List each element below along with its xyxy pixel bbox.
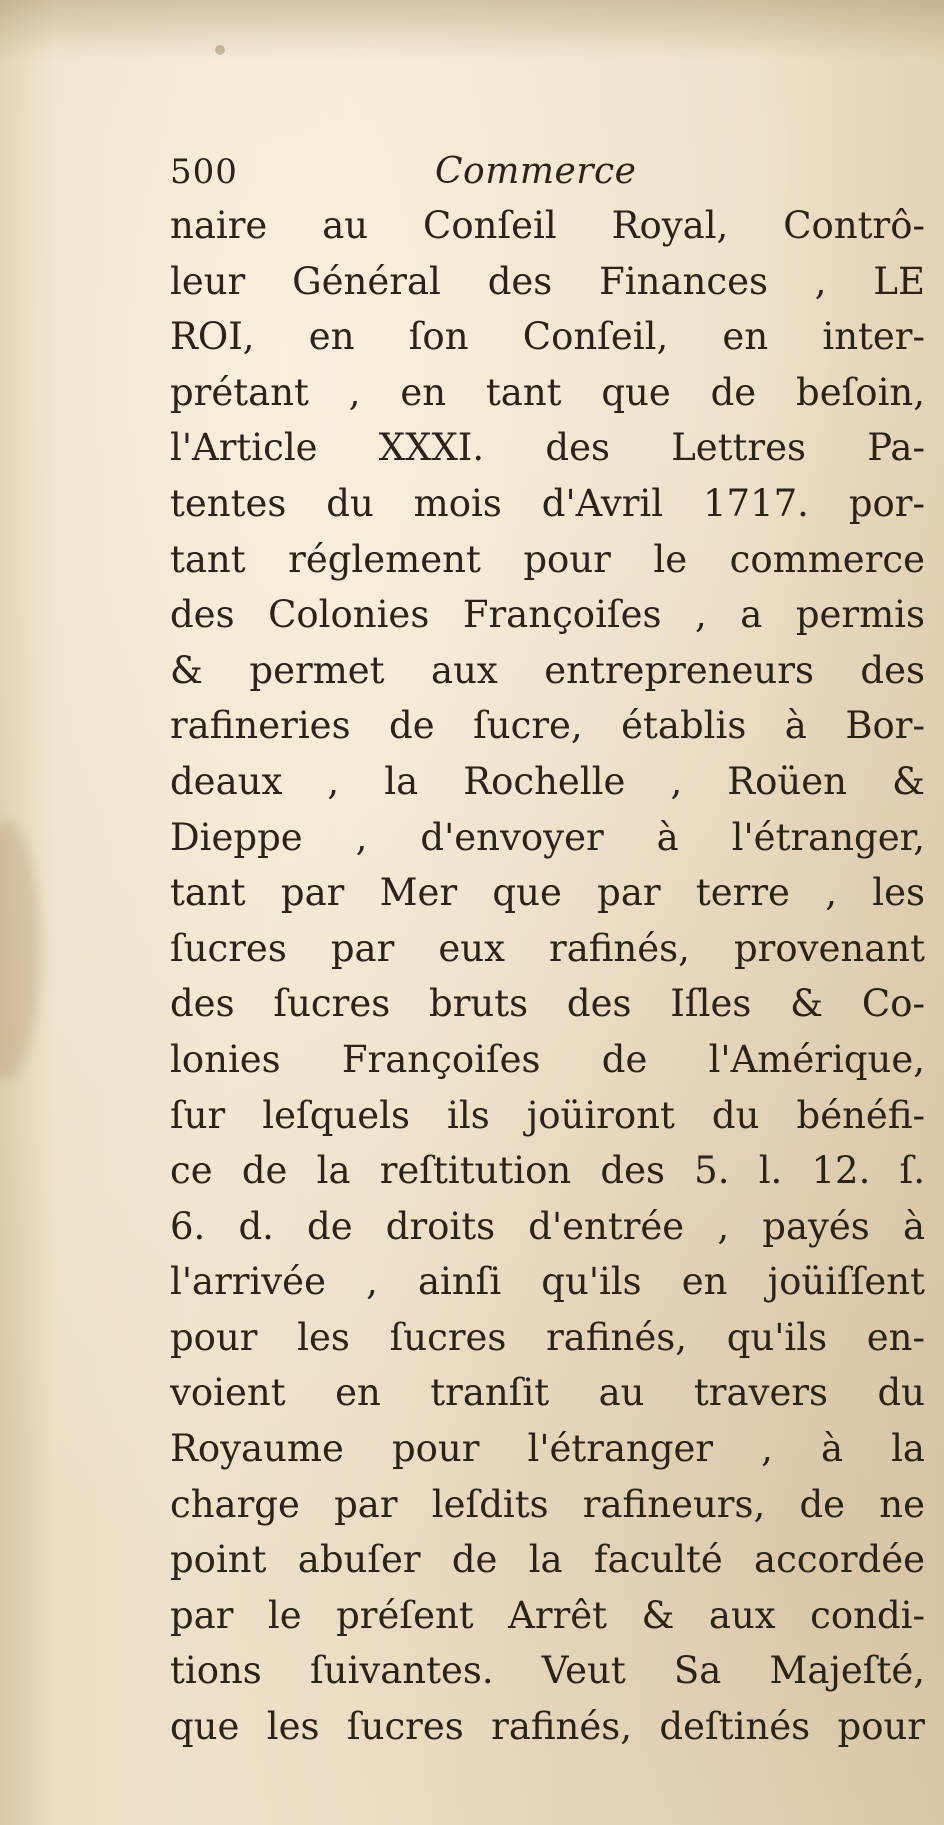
text-line: tant réglement pour le commerce — [170, 537, 925, 581]
text-line: par le préſent Arrêt & aux condi- — [170, 1593, 925, 1637]
text-line: naire au Conſeil Royal, Contrô- — [170, 204, 925, 247]
text-line: tant par Mer que par terre , les — [170, 871, 925, 915]
text-line: & permet aux entrepreneurs des — [170, 648, 925, 692]
body-text — [170, 198, 925, 1755]
text-line: ſur leſquels ils joüiront du bénéfi- — [170, 1093, 925, 1137]
text-line: leur Général des Finances , LE — [170, 259, 925, 303]
text-line: lonies Françoiſes de l'Amérique, — [170, 1037, 925, 1081]
text-line: que les ſucres rafinés, deſtinés pour — [170, 1705, 925, 1749]
page-top-shadow — [0, 0, 944, 60]
text-line: pour les ſucres rafinés, qu'ils en- — [170, 1315, 925, 1359]
text-line: 6. d. de droits d'entrée , payés à — [170, 1204, 925, 1248]
text-line: l'Article XXXI. des Lettres Pa- — [170, 426, 925, 470]
text-line: voient en tranſit au travers du — [170, 1371, 925, 1415]
text-line: prétant , en tant que de beſoin, — [170, 370, 925, 414]
ink-speck — [215, 45, 225, 55]
text-line: Royaume pour l'étranger , à la — [170, 1427, 925, 1471]
text-line: ce de la reſtitution des 5. l. 12. ſ. — [170, 1149, 925, 1193]
text-line: point abuſer de la faculté accordée — [170, 1538, 925, 1582]
page-stain — [0, 820, 40, 1080]
text-line: des ſucres bruts des Iſles & Co- — [170, 982, 925, 1026]
text-line: rafineries de ſucre, établis à Bor- — [170, 704, 925, 748]
text-line: des Colonies Françoiſes , a permis — [170, 593, 925, 637]
text-line: charge par leſdits rafineurs, de ne — [170, 1482, 925, 1526]
page-number: 500 — [170, 152, 238, 192]
text-block — [170, 148, 925, 1755]
text-line: l'arrivée , ainſi qu'ils en joüiſſent — [170, 1260, 925, 1304]
text-line: tions ſuivantes. Veut Sa Majeſté, — [170, 1649, 925, 1693]
text-line: ſucres par eux rafinés, provenant — [170, 926, 925, 970]
text-line: ROI, en ſon Conſeil, en inter- — [170, 315, 925, 359]
text-line: deaux , la Rochelle , Roüen & — [170, 759, 925, 803]
text-line: tentes du mois d'Avril 1717. por- — [170, 481, 925, 525]
running-title: Commerce — [435, 151, 637, 192]
running-head — [170, 148, 925, 196]
text-line: Dieppe , d'envoyer à l'étranger, — [170, 815, 925, 859]
